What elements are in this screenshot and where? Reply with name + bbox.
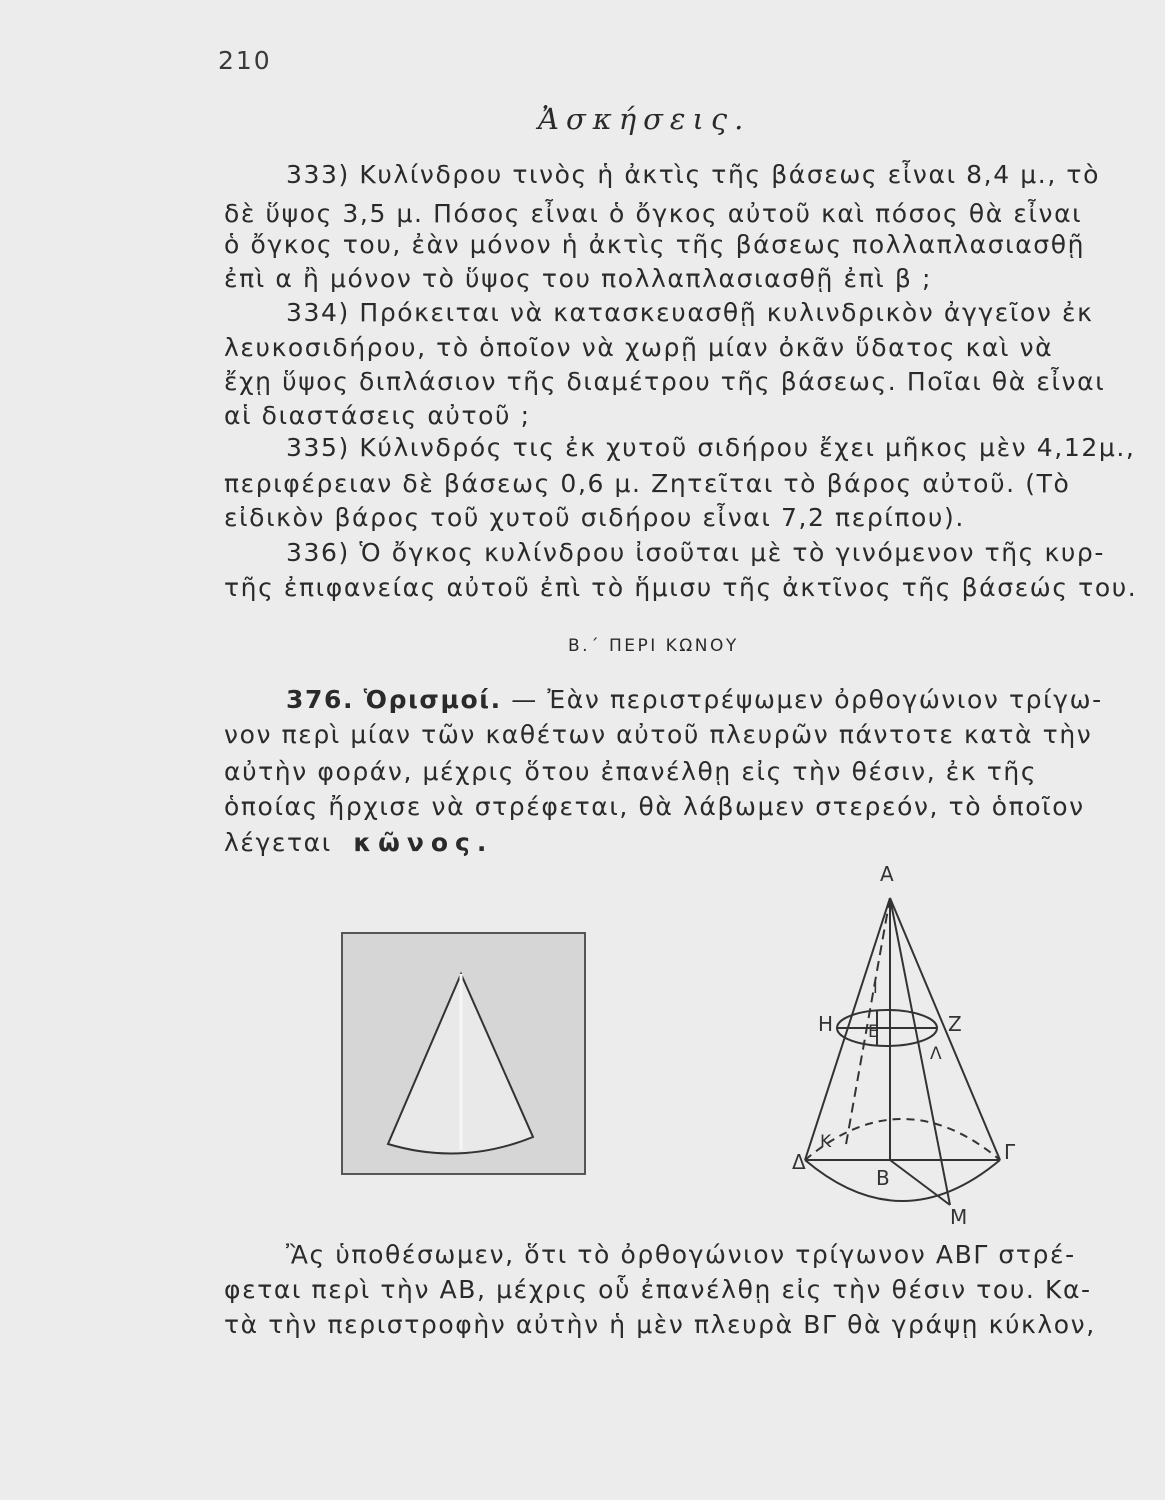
text-line: Ἂς ὑποθέσωμεν, ὅτι τὸ ὀρθογώνιον τρίγωνον ΑΒΓ στρέ-	[286, 1240, 1076, 1269]
label-D: Δ	[792, 1150, 806, 1174]
text-line: τὰ τὴν περιστροφὴν αὐτὴν ἡ μὲν πλευρὰ ΒΓ θὰ γράψῃ κύκλον,	[224, 1310, 1096, 1339]
cone-term: κῶνος.	[353, 828, 494, 857]
label-L: Λ	[930, 1044, 942, 1064]
text-line: 333) Κυλίνδρου τινὸς ἡ ἀκτὶς τῆς βάσεως εἶναι 8,4 μ., τὸ	[286, 160, 1100, 189]
label-I: Ι	[873, 978, 878, 997]
label-G: Γ	[1004, 1140, 1016, 1164]
section-title: Β.΄ ΠΕΡΙ ΚΩΝΟΥ	[568, 636, 739, 656]
text-line: ὁποίας ἤρχισε νὰ στρέφεται, θὰ λάβωμεν στερεόν, τὸ ὁποῖον	[224, 792, 1085, 821]
text-line: δὲ ὕψος 3,5 μ. Πόσος εἶναι ὁ ὄγκος αὐτοῦ καὶ πόσος θὰ εἶναι	[224, 199, 1083, 228]
cone-diagram-figure	[790, 860, 1050, 1230]
label-E: Ε	[868, 1022, 879, 1042]
definition-number: 376.	[286, 685, 355, 714]
text-line: φεται περὶ τὴν ΑΒ, μέχρις οὗ ἐπανέλθῃ εἰς τὴν θέσιν του. Κα-	[224, 1275, 1092, 1304]
text-line: εἰδικὸν βάρος τοῦ χυτοῦ σιδήρου εἶναι 7,2 περίπου).	[224, 503, 965, 532]
text-line: ἐπὶ α ἢ μόνον τὸ ὕψος του πολλαπλασιασθῇ ἐπὶ β ;	[224, 264, 933, 293]
cone-development-figure	[341, 932, 586, 1175]
definition-term: Ὁρισμοί.	[363, 685, 502, 714]
label-Z: Ζ	[948, 1012, 962, 1036]
label-A: Α	[880, 862, 894, 886]
text-line: 335) Κύλινδρός τις ἐκ χυτοῦ σιδήρου ἔχει μῆκος μὲν 4,12μ.,	[286, 433, 1136, 462]
text-line: λευκοσιδήρου, τὸ ὁποῖον νὰ χωρῇ μίαν ὀκᾶν ὕδατος καὶ νὰ	[224, 333, 1054, 362]
text-line: αὐτὴν φοράν, μέχρις ὅτου ἐπανέλθῃ εἰς τὴν θέσιν, ἐκ τῆς	[224, 757, 1038, 786]
label-H: Η	[818, 1012, 834, 1036]
text-line: νον περὶ μίαν τῶν καθέτων αὐτοῦ πλευρῶν πάντοτε κατὰ τὴν	[224, 720, 1093, 749]
exercises-heading: Ἀσκήσεις.	[538, 102, 751, 136]
text-line: λέγεται κῶνος.	[224, 828, 494, 857]
text-line: τῆς ἐπιφανείας αὐτοῦ ἐπὶ τὸ ἥμισυ τῆς ἀκτῖνος τῆς βάσεώς του.	[224, 573, 1138, 602]
label-M: Μ	[950, 1205, 968, 1229]
text-line: 334) Πρόκειται νὰ κατασκευασθῇ κυλινδρικὸν ἀγγεῖον ἐκ	[286, 298, 1094, 327]
label-K: Κ	[820, 1132, 832, 1152]
label-B: Β	[876, 1166, 890, 1190]
definition-text: — Ἐὰν περιστρέψωμεν ὀρθογώνιον τρίγω-	[511, 685, 1103, 714]
page-number: 210	[218, 46, 272, 75]
text-line: ὁ ὄγκος του, ἐὰν μόνον ἡ ἀκτὶς τῆς βάσεως πολλαπλασιασθῇ	[224, 230, 1086, 259]
text-line: αἱ διαστάσεις αὐτοῦ ;	[224, 401, 531, 430]
text-line: 336) Ὁ ὄγκος κυλίνδρου ἰσοῦται μὲ τὸ γινόμενον τῆς κυρ-	[286, 538, 1105, 567]
definition-line	[286, 685, 1103, 714]
text-line: περιφέρειαν δὲ βάσεως 0,6 μ. Ζητεῖται τὸ βάρος αὐτοῦ. (Τὸ	[224, 469, 1071, 498]
text-line: ἔχῃ ὕψος διπλάσιον τῆς διαμέτρου τῆς βάσεως. Ποῖαι θὰ εἶναι	[224, 367, 1106, 396]
